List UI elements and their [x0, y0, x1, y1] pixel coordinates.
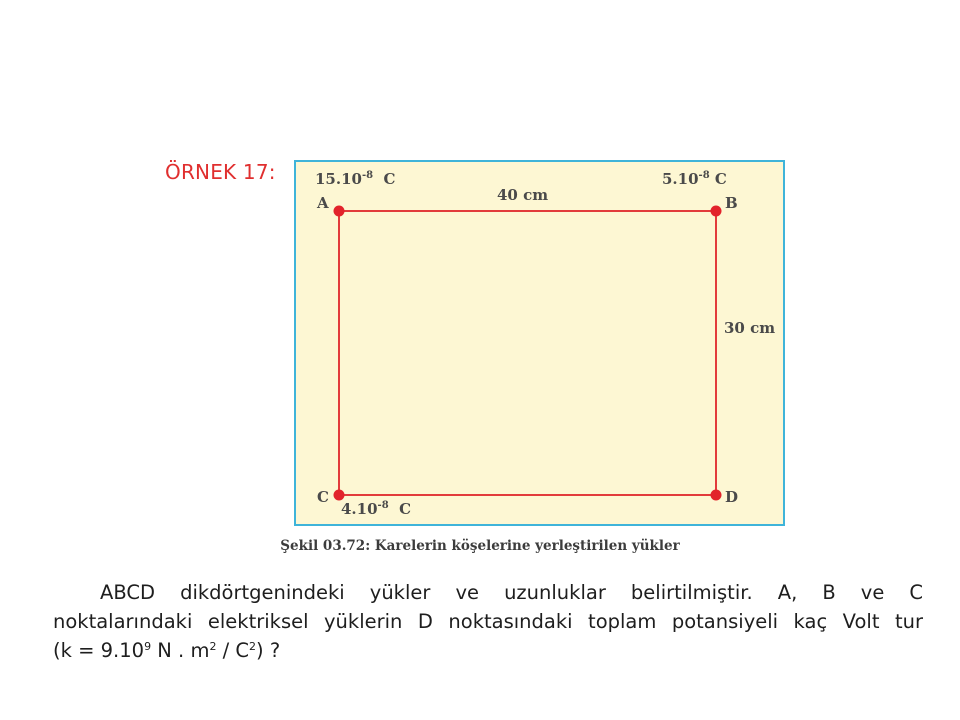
- charge-a-label: $15.10^{-8}$ C: [315, 170, 396, 188]
- point-b: [711, 206, 722, 217]
- corner-label-d: D: [725, 488, 739, 506]
- width-label: 40 cm: [497, 186, 549, 204]
- question-text: [53, 578, 923, 665]
- rectangle-abcd: [339, 211, 716, 495]
- example-label: ÖRNEK 17:: [165, 160, 276, 184]
- figure-caption: Şekil 03.72: Karelerin köşelerine yerleştirilen yükler: [280, 538, 680, 554]
- question-line-1: ABCD dikdörtgenindeki yükler ve uzunluklar belirtilmiştir. A, B ve C: [100, 581, 923, 604]
- rectangle-diagram: [296, 162, 783, 524]
- question-line-2: noktalarındaki elektriksel yüklerin D noktasındaki toplam potansiyeli kaç Volt tur: [53, 610, 923, 633]
- question-line-3: ($k = 9.10^9$ N . $m^2 / C^2$) ?: [53, 639, 281, 662]
- point-d: [711, 490, 722, 501]
- point-c: [334, 490, 345, 501]
- corner-label-b: B: [725, 194, 738, 212]
- point-a: [334, 206, 345, 217]
- corner-label-a: A: [317, 194, 329, 212]
- charge-b-label: $5.10^{-8}$ C: [662, 170, 727, 188]
- corner-label-c: C: [317, 488, 329, 506]
- height-label: 30 cm: [724, 319, 776, 337]
- figure-frame: [294, 160, 785, 526]
- charge-c-label: $4.10^{-8}$ C: [341, 500, 412, 518]
